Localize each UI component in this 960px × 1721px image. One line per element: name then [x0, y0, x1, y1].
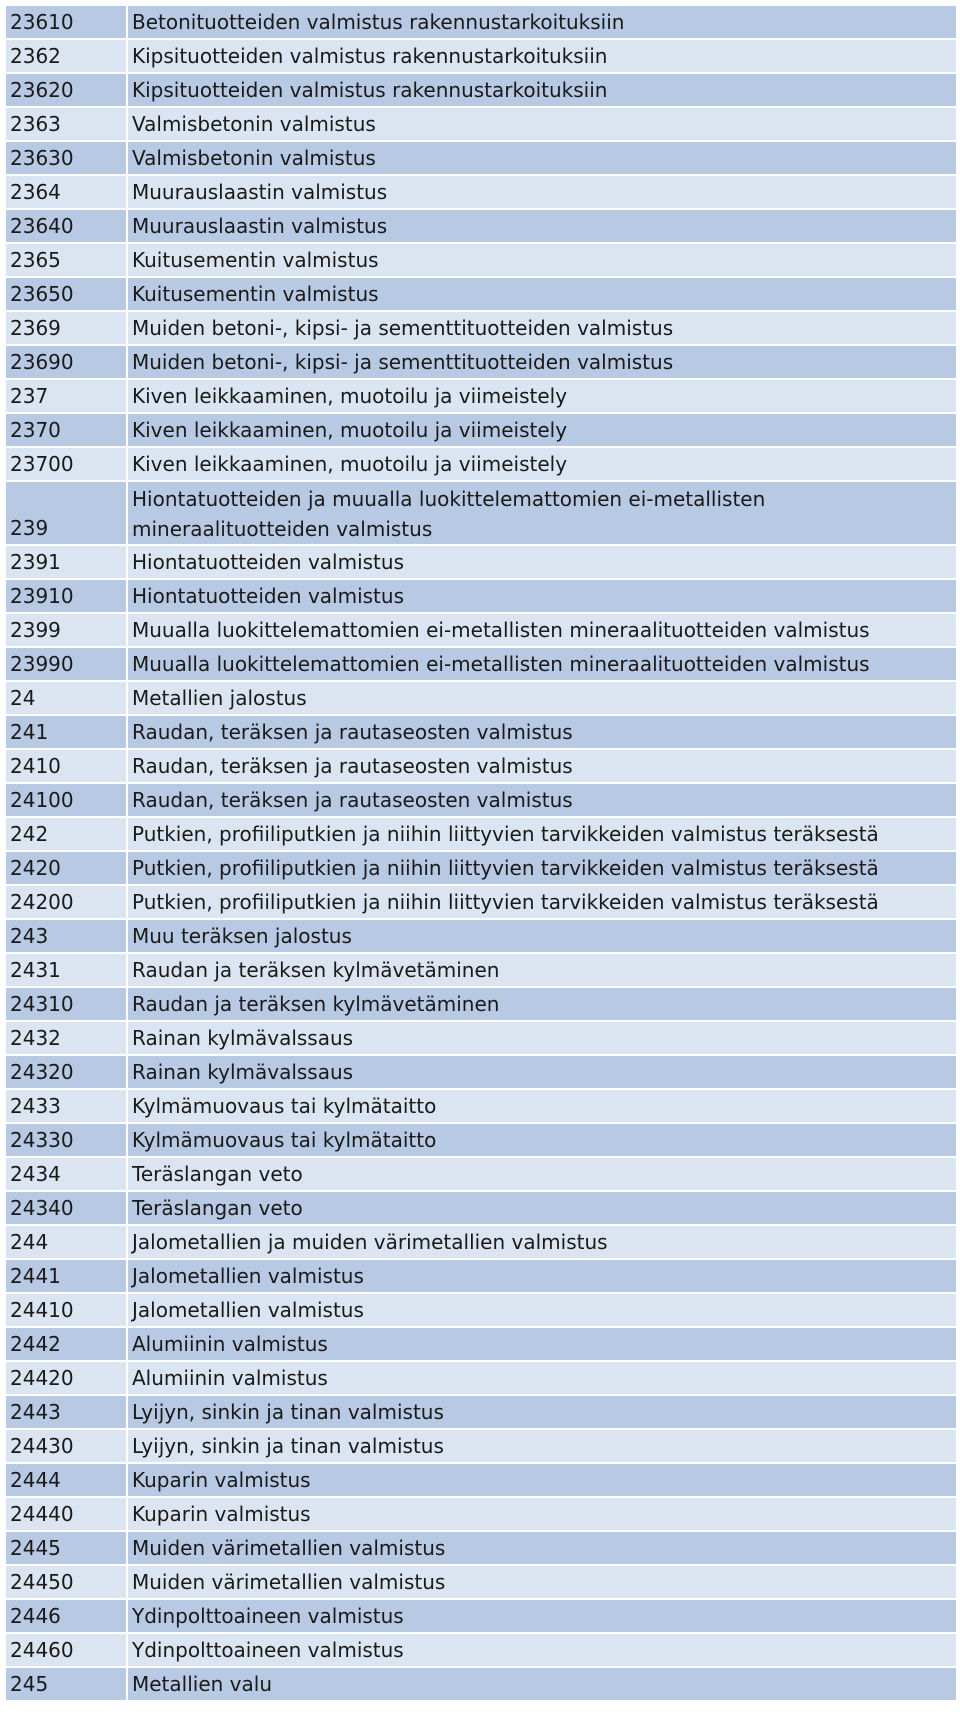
code-cell: 24420 [5, 1361, 127, 1395]
code-cell: 2369 [5, 311, 127, 345]
description-cell: Kuitusementin valmistus [127, 243, 957, 277]
table-row [5, 243, 957, 277]
table-row [5, 613, 957, 647]
description-cell: Rainan kylmävalssaus [127, 1021, 957, 1055]
description-cell: Putkien, profiiliputkien ja niihin liittyvien tarvikkeiden valmistus teräksestä [127, 817, 957, 851]
description-cell: Kipsituotteiden valmistus rakennustarkoituksiin [127, 39, 957, 73]
table-row [5, 953, 957, 987]
code-cell: 2399 [5, 613, 127, 647]
description-cell: Teräslangan veto [127, 1157, 957, 1191]
code-cell: 243 [5, 919, 127, 953]
code-cell: 2370 [5, 413, 127, 447]
description-cell: Muualla luokittelemattomien ei-metallisten mineraalituotteiden valmistus [127, 647, 957, 681]
code-cell: 23640 [5, 209, 127, 243]
code-cell: 2364 [5, 175, 127, 209]
code-cell: 2434 [5, 1157, 127, 1191]
code-cell: 24310 [5, 987, 127, 1021]
code-cell: 2431 [5, 953, 127, 987]
description-cell: Muurauslaastin valmistus [127, 175, 957, 209]
code-cell: 23990 [5, 647, 127, 681]
description-cell: Hiontatuotteiden valmistus [127, 545, 957, 579]
industry-classification-table [4, 4, 958, 1702]
code-cell: 24440 [5, 1497, 127, 1531]
description-cell: Alumiinin valmistus [127, 1327, 957, 1361]
table-row [5, 681, 957, 715]
table-row [5, 783, 957, 817]
code-cell: 2363 [5, 107, 127, 141]
code-cell: 241 [5, 715, 127, 749]
code-cell: 237 [5, 379, 127, 413]
table-row [5, 817, 957, 851]
code-cell: 23630 [5, 141, 127, 175]
description-cell: Raudan ja teräksen kylmävetäminen [127, 953, 957, 987]
table-row [5, 141, 957, 175]
code-cell: 242 [5, 817, 127, 851]
description-cell: Kiven leikkaaminen, muotoilu ja viimeistely [127, 447, 957, 481]
description-cell: Jalometallien valmistus [127, 1293, 957, 1327]
description-cell: Putkien, profiiliputkien ja niihin liittyvien tarvikkeiden valmistus teräksestä [127, 885, 957, 919]
table-row [5, 1667, 957, 1701]
table-row [5, 175, 957, 209]
table-row [5, 545, 957, 579]
description-cell: Muurauslaastin valmistus [127, 209, 957, 243]
description-cell: Jalometallien valmistus [127, 1259, 957, 1293]
description-cell: Metallien valu [127, 1667, 957, 1701]
description-cell: Raudan ja teräksen kylmävetäminen [127, 987, 957, 1021]
table-row [5, 1021, 957, 1055]
description-cell: Betonituotteiden valmistus rakennustarkoituksiin [127, 5, 957, 39]
table-row [5, 1055, 957, 1089]
description-cell: Raudan, teräksen ja rautaseosten valmistus [127, 715, 957, 749]
table-row [5, 1565, 957, 1599]
description-cell: Valmisbetonin valmistus [127, 107, 957, 141]
table-row [5, 73, 957, 107]
description-cell: Muiden värimetallien valmistus [127, 1565, 957, 1599]
table-row [5, 987, 957, 1021]
description-cell: Lyijyn, sinkin ja tinan valmistus [127, 1429, 957, 1463]
table-row [5, 885, 957, 919]
code-cell: 24200 [5, 885, 127, 919]
table-row [5, 1531, 957, 1565]
code-cell: 2433 [5, 1089, 127, 1123]
table-row [5, 5, 957, 39]
table-row [5, 1497, 957, 1531]
table-row [5, 379, 957, 413]
table-row [5, 209, 957, 243]
table-row [5, 1327, 957, 1361]
table-row [5, 579, 957, 613]
code-cell: 245 [5, 1667, 127, 1701]
code-cell: 24320 [5, 1055, 127, 1089]
description-cell: Jalometallien ja muiden värimetallien valmistus [127, 1225, 957, 1259]
code-cell: 23700 [5, 447, 127, 481]
code-cell: 23610 [5, 5, 127, 39]
code-cell: 24330 [5, 1123, 127, 1157]
table-row [5, 1225, 957, 1259]
table-row [5, 1157, 957, 1191]
description-cell: Kiven leikkaaminen, muotoilu ja viimeistely [127, 379, 957, 413]
code-cell: 24100 [5, 783, 127, 817]
table-row [5, 311, 957, 345]
description-cell: Kylmämuovaus tai kylmätaitto [127, 1089, 957, 1123]
code-cell: 2410 [5, 749, 127, 783]
code-cell: 2445 [5, 1531, 127, 1565]
table-row [5, 39, 957, 73]
code-cell: 24450 [5, 1565, 127, 1599]
description-cell: Ydinpolttoaineen valmistus [127, 1599, 957, 1633]
table-row [5, 1429, 957, 1463]
table-row [5, 447, 957, 481]
description-cell: Kuitusementin valmistus [127, 277, 957, 311]
description-cell: Muiden betoni-, kipsi- ja sementtituotteiden valmistus [127, 345, 957, 379]
table-row [5, 1293, 957, 1327]
table-body [5, 5, 957, 1701]
description-cell: Kylmämuovaus tai kylmätaitto [127, 1123, 957, 1157]
code-cell: 2442 [5, 1327, 127, 1361]
code-cell: 2391 [5, 545, 127, 579]
table-row [5, 1395, 957, 1429]
description-cell: Raudan, teräksen ja rautaseosten valmistus [127, 749, 957, 783]
description-cell: Rainan kylmävalssaus [127, 1055, 957, 1089]
description-cell: Hiontatuotteiden valmistus [127, 579, 957, 613]
table-row [5, 413, 957, 447]
description-cell: Alumiinin valmistus [127, 1361, 957, 1395]
code-cell: 23650 [5, 277, 127, 311]
code-cell: 23620 [5, 73, 127, 107]
table-row [5, 107, 957, 141]
table-row [5, 1191, 957, 1225]
code-cell: 23910 [5, 579, 127, 613]
table-row [5, 1633, 957, 1667]
code-cell: 239 [5, 481, 127, 545]
description-cell: Kipsituotteiden valmistus rakennustarkoituksiin [127, 73, 957, 107]
code-cell: 24460 [5, 1633, 127, 1667]
code-cell: 2362 [5, 39, 127, 73]
description-cell: Muualla luokittelemattomien ei-metallisten mineraalituotteiden valmistus [127, 613, 957, 647]
description-cell: Muu teräksen jalostus [127, 919, 957, 953]
code-cell: 2432 [5, 1021, 127, 1055]
table-row [5, 851, 957, 885]
table-row [5, 647, 957, 681]
description-cell: Teräslangan veto [127, 1191, 957, 1225]
code-cell: 24 [5, 681, 127, 715]
description-cell: Muiden betoni-, kipsi- ja sementtituotteiden valmistus [127, 311, 957, 345]
description-cell: Kuparin valmistus [127, 1497, 957, 1531]
code-cell: 2443 [5, 1395, 127, 1429]
table-row [5, 1089, 957, 1123]
table-row [5, 345, 957, 379]
code-cell: 23690 [5, 345, 127, 379]
code-cell: 244 [5, 1225, 127, 1259]
description-cell: Metallien jalostus [127, 681, 957, 715]
table-row [5, 1599, 957, 1633]
table-row [5, 1463, 957, 1497]
description-cell: Hiontatuotteiden ja muualla luokittelemattomien ei-metallisten mineraalituotteiden valmistus [127, 481, 957, 545]
table-row [5, 277, 957, 311]
description-cell: Putkien, profiiliputkien ja niihin liittyvien tarvikkeiden valmistus teräksestä [127, 851, 957, 885]
code-cell: 24340 [5, 1191, 127, 1225]
description-cell: Muiden värimetallien valmistus [127, 1531, 957, 1565]
table-row [5, 749, 957, 783]
description-cell: Valmisbetonin valmistus [127, 141, 957, 175]
description-cell: Kuparin valmistus [127, 1463, 957, 1497]
code-cell: 2444 [5, 1463, 127, 1497]
table-row [5, 1259, 957, 1293]
code-cell: 24430 [5, 1429, 127, 1463]
code-cell: 2365 [5, 243, 127, 277]
code-cell: 2441 [5, 1259, 127, 1293]
code-cell: 2420 [5, 851, 127, 885]
description-cell: Ydinpolttoaineen valmistus [127, 1633, 957, 1667]
table-row [5, 1361, 957, 1395]
description-cell: Kiven leikkaaminen, muotoilu ja viimeistely [127, 413, 957, 447]
table-row [5, 481, 957, 545]
description-cell: Raudan, teräksen ja rautaseosten valmistus [127, 783, 957, 817]
table-row [5, 715, 957, 749]
description-cell: Lyijyn, sinkin ja tinan valmistus [127, 1395, 957, 1429]
table-row [5, 1123, 957, 1157]
table-row [5, 919, 957, 953]
code-cell: 24410 [5, 1293, 127, 1327]
code-cell: 2446 [5, 1599, 127, 1633]
